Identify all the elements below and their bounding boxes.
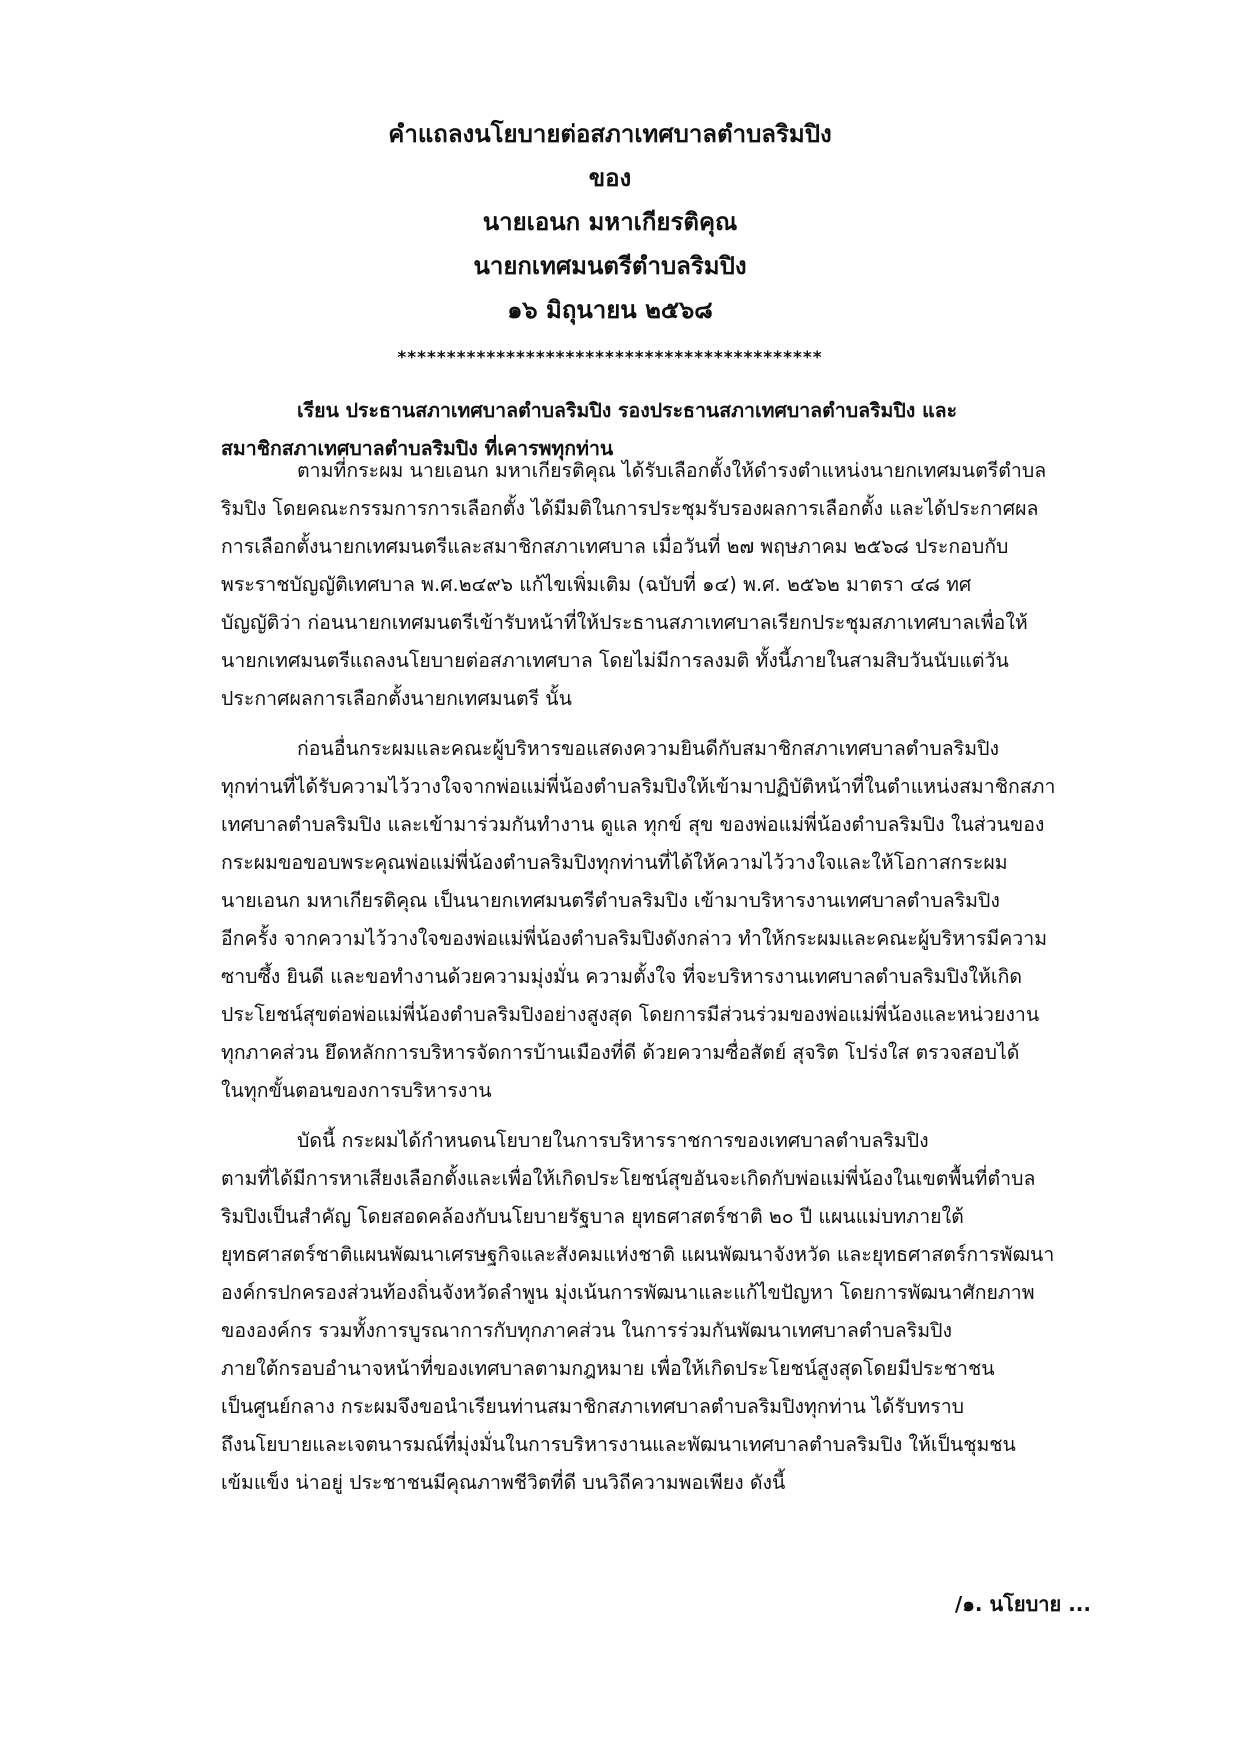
- paragraph-line: ริมปิงเป็นสำคัญ โดยสอดคล้องกับนโยบายรัฐบาล ยุทธศาสตร์ชาติ ๒๐ ปี แผนแม่บทภายใต้: [221, 1205, 964, 1228]
- paragraph-line: ยุทธศาสตร์ชาติแผนพัฒนาเศรษฐกิจและสังคมแห่งชาติ แผนพัฒนาจังหวัด และยุทธศาสตร์การพัฒนา: [221, 1243, 1055, 1266]
- paragraph-line: บัดนี้ กระผมได้กำหนดนโยบายในการบริหารราชการของเทศบาลตำบลริมปิง: [297, 1129, 929, 1152]
- paragraph-line: องค์กรปกครองส่วนท้องถิ่นจังหวัดลำพูน มุ่งเน้นการพัฒนาและแก้ไขปัญหา โดยการพัฒนาศักยภาพ: [221, 1281, 1035, 1304]
- paragraph-line: ตามที่ได้มีการหาเสียงเลือกตั้งและเพื่อให้เกิดประโยชน์สุขอันจะเกิดกับพ่อแม่พี่น้องในเขตพื้นที่ตำบล: [221, 1167, 1036, 1190]
- paragraph-line: นายกเทศมนตรีแถลงนโยบายต่อสภาเทศบาล โดยไม่มีการลงมติ ทั้งนี้ภายในสามสิบวันนับแต่วัน: [221, 649, 1009, 672]
- paragraph-line: เทศบาลตำบลริมปิง และเข้ามาร่วมกันทำงาน ดูแล ทุกข์ สุข ของพ่อแม่พี่น้องตำบลริมปิง ในส่วนของ: [221, 813, 1045, 836]
- paragraph-line: นายเอนก มหาเกียรติคุณ เป็นนายกเทศมนตรีตำบลริมปิง เข้ามาบริหารงานเทศบาลตำบลริมปิง: [221, 889, 1000, 912]
- paragraph-line: การเลือกตั้งนายกเทศมนตรีและสมาชิกสภาเทศบาล เมื่อวันที่ ๒๗ พฤษภาคม ๒๕๖๘ ประกอบกับ: [221, 535, 1009, 558]
- salutation-line: เรียน ประธานสภาเทศบาลตำบลริมปิง รองประธานสภาเทศบาลตำบลริมปิง และ: [297, 399, 958, 422]
- paragraph-line: ซาบซึ้ง ยินดี และขอทำงานด้วยความมุ่งมั่น ความตั้งใจ ที่จะบริหารงานเทศบาลตำบลริมปิงให้เกิด: [221, 965, 1023, 988]
- paragraph-line: พระราชบัญญัติเทศบาล พ.ศ.๒๔๙๖ แก้ไขเพิ่มเติม (ฉบับที่ ๑๔) พ.ศ. ๒๕๖๒ มาตรา ๔๘ ทศ: [221, 573, 972, 596]
- paragraph-line: ในทุกขั้นตอนของการบริหารงาน: [221, 1079, 492, 1102]
- paragraph-line: ขององค์กร รวมทั้งการบูรณาการกับทุกภาคส่วน ในการร่วมกันพัฒนาเทศบาลตำบลริมปิง: [221, 1319, 952, 1342]
- paragraph-1: [221, 452, 1087, 718]
- paragraph-line: ถึงนโยบายและเจตนารมณ์ที่มุ่งมั่นในการบริหารงานและพัฒนาเทศบาลตำบลริมปิง ให้เป็นชุมชน: [221, 1433, 1016, 1456]
- document-header: [250, 112, 970, 332]
- separator-line: *******************************************: [397, 348, 823, 368]
- paragraph-line: ภายใต้กรอบอำนาจหน้าที่ของเทศบาลตามกฎหมาย เพื่อให้เกิดประโยชน์สูงสุดโดยมีประชาชน: [221, 1357, 995, 1380]
- header-of: ของ: [588, 164, 632, 192]
- paragraph-line: เข้มแข็ง น่าอยู่ ประชาชนมีคุณภาพชีวิตที่ดี บนวิถีความพอเพียง ดังนี้: [221, 1471, 786, 1494]
- paragraph-line: อีกครั้ง จากความไว้วางใจของพ่อแม่พี่น้องตำบลริมปิงดังกล่าว ทำให้กระผมและคณะผู้บริหารมีความ: [221, 927, 1048, 950]
- paragraph-line: ทุกท่านที่ได้รับความไว้วางใจจากพ่อแม่พี่น้องตำบลริมปิงให้เข้ามาปฏิบัติหน้าที่ในตำแหน่งสมาชิกสภา: [221, 775, 1056, 798]
- paragraph-2: [221, 730, 1087, 1110]
- paragraph-line: กระผมขอขอบพระคุณพ่อแม่พี่น้องตำบลริมปิงทุกท่านที่ได้ให้ความไว้วางใจและให้โอกาสกระผม: [221, 851, 1008, 874]
- mayor-name: นายเอนก มหาเกียรติคุณ: [482, 208, 738, 236]
- salutation-line: สมาชิกสภาเทศบาลตำบลริมปิง ที่เคารพทุกท่าน: [221, 437, 614, 460]
- paragraph-line: เป็นศูนย์กลาง กระผมจึงขอนำเรียนท่านสมาชิกสภาเทศบาลตำบลริมปิงทุกท่าน ได้รับทราบ: [221, 1395, 965, 1418]
- paragraph-line: บัญญัติว่า ก่อนนายกเทศมนตรีเข้ารับหน้าที่ให้ประธานสภาเทศบาลเรียกประชุมสภาเทศบาลเพื่อให้: [221, 611, 1028, 634]
- paragraph-line: ริมปิง โดยคณะกรรมการการเลือกตั้ง ได้มีมติในการประชุมรับรองผลการเลือกตั้ง และได้ประกาศผล: [221, 497, 1039, 520]
- document-date: ๑๖ มิถุนายน ๒๕๖๘: [507, 296, 713, 324]
- paragraph-line: ทุกภาคส่วน ยึดหลักการบริหารจัดการบ้านเมืองที่ดี ด้วยความซื่อสัตย์ สุจริต โปร่งใส ตรวจสอบได้: [221, 1041, 1020, 1064]
- mayor-position: นายกเทศมนตรีตำบลริมปิง: [473, 252, 747, 280]
- paragraph-line: ประโยชน์สุขต่อพ่อแม่พี่น้องตำบลริมปิงอย่างสูงสุด โดยการมีส่วนร่วมของพ่อแม่พี่น้องและหน่วยงาน: [221, 1003, 1040, 1026]
- paragraph-3: [221, 1122, 1087, 1502]
- paragraph-line: ก่อนอื่นกระผมและคณะผู้บริหารขอแสดงความยินดีกับสมาชิกสภาเทศบาลตำบลริมปิง: [297, 737, 999, 760]
- paragraph-line: ประกาศผลการเลือกตั้งนายกเทศมนตรี นั้น: [221, 687, 572, 710]
- continuation-reference: /๑. นโยบาย ...: [954, 1592, 1091, 1616]
- paragraph-line: ตามที่กระผม นายเอนก มหาเกียรติคุณ ได้รับเลือกตั้งให้ดำรงตำแหน่งนายกเทศมนตรีตำบล: [297, 459, 1047, 482]
- document-title: คำแถลงนโยบายต่อสภาเทศบาลตำบลริมปิง: [388, 120, 832, 148]
